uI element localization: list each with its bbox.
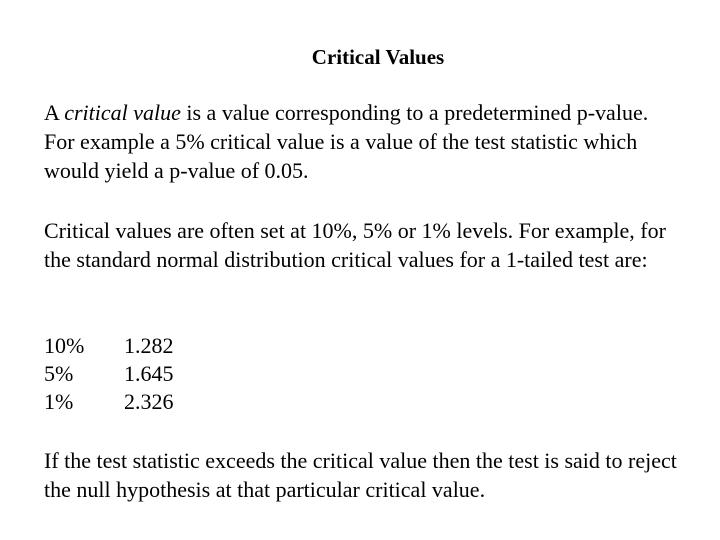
page-title [35, 44, 720, 70]
level-cell: 5% [44, 361, 74, 386]
level-cell: 10% [44, 333, 85, 358]
table-row [44, 360, 174, 388]
title-text: Critical Values [311, 45, 445, 69]
paragraph-definition-rest: is a value corresponding to a predetermined p-value. For example a 5% critical value is a value of the test statistic which would yield a p-value of 0.05. [44, 100, 649, 183]
paragraph-definition-start: A [44, 100, 65, 125]
value-cell: 1.645 [124, 361, 174, 386]
critical-values-table [44, 332, 174, 416]
table-row [44, 388, 174, 416]
term-critical-value: critical value [64, 100, 181, 125]
value-cell: 1.282 [124, 333, 174, 358]
paragraph-definition [44, 98, 684, 185]
level-cell: 1% [44, 389, 74, 414]
paragraph-conclusion: If the test statistic exceeds the critical value then the test is said to reject the null hypothesis at that particular critical value. [44, 448, 677, 502]
value-cell: 2.326 [124, 389, 174, 414]
table-row [44, 332, 174, 360]
paragraph-levels: Critical values are often set at 10%, 5% or 1% levels. For example, for the standard normal distribution critical values for a 1-tailed test are: [44, 218, 666, 272]
